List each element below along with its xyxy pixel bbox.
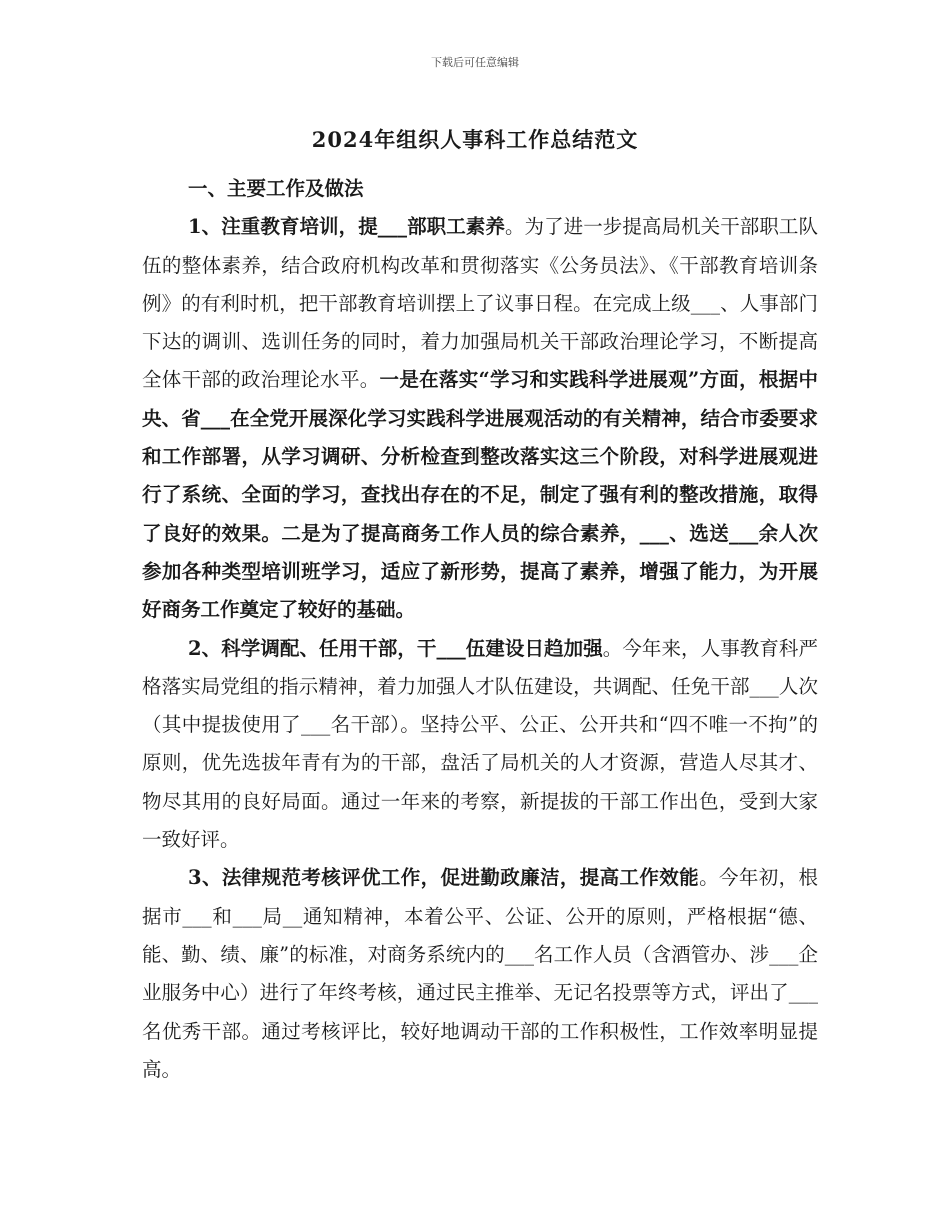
document-title: 2024年组织人事科工作总结范文	[311, 127, 639, 152]
paragraph-3-lead: 3、法律规范考核评优工作，促进勤政廉洁，提高工作效能	[188, 866, 700, 890]
paragraph-1-bold-text: 一是在落实“学习和实践科学进展观”方面，根据中央、省___在全党开展深化学习实践科学进展观活动的有关精神，结合市委要求和工作部署，从学习调研、分析检查到整改落实这三个阶段，对科学进展观进行了系统、全面的学习，查找出存在的不足，制定了强有利的整改措施，取得了良好的效果。二是为了提高商务工作人员的综合素养，___、选送___余人次参加各种类型培训班学习，适应了新形势，提高了素养，增强了能力，为开展好商务工作奠定了较好的基础。	[142, 368, 818, 622]
paragraph-3	[142, 859, 818, 1089]
paragraph-1-lead: 1、注重教育培训，提___部职工素养	[188, 215, 505, 239]
paragraph-3-text: 。今年初，根据市___和___局__通知精神，本着公平、公证、公开的原则，严格根据“德、能、勤、绩、廉”的标准，对商务系统内的___名工作人员（含酒管办、涉___企业服务中心）进行了年终考核，通过民主推举、无记名投票等方式，评出了___名优秀干部。通过考核评比，较好地调动干部的工作积极性，工作效率明显提高。	[142, 866, 818, 1081]
paragraph-2-text: 。今年来，人事教育科严格落实局党组的指示精神，着力加强人才队伍建设，共调配、任免干部___人次（其中提拔使用了___名干部）。坚持公平、公正、公开共和“四不唯一不拘”的原则，优先选拔年青有为的干部，盘活了局机关的人才资源，营造人尽其才、物尽其用的良好局面。通过一年来的考察，新提拔的干部工作出色，受到大家一致好评。	[142, 636, 818, 852]
document-body	[142, 170, 818, 1089]
paragraph-1-text: 。为了进一步提高局机关干部职工队伍的整体素养，结合政府机构改革和贯彻落实《公务员法》、《干部教育培训条例》的有利时机，把干部教育培训摆上了议事日程。在完成上级___、人事部门下达的调训、选训任务的同时，着力加强局机关干部政治理论学习，不断提高全体干部的政治理论水平。	[142, 215, 818, 392]
section-heading: 一、主要工作及做法	[188, 177, 364, 200]
paragraph-2-lead: 2、科学调配、任用干部，干___伍建设日趋加强	[188, 636, 603, 660]
paragraph-1	[142, 208, 818, 629]
paragraph-2	[142, 630, 818, 860]
page-header-note: 下载后可任意编辑	[431, 56, 519, 69]
